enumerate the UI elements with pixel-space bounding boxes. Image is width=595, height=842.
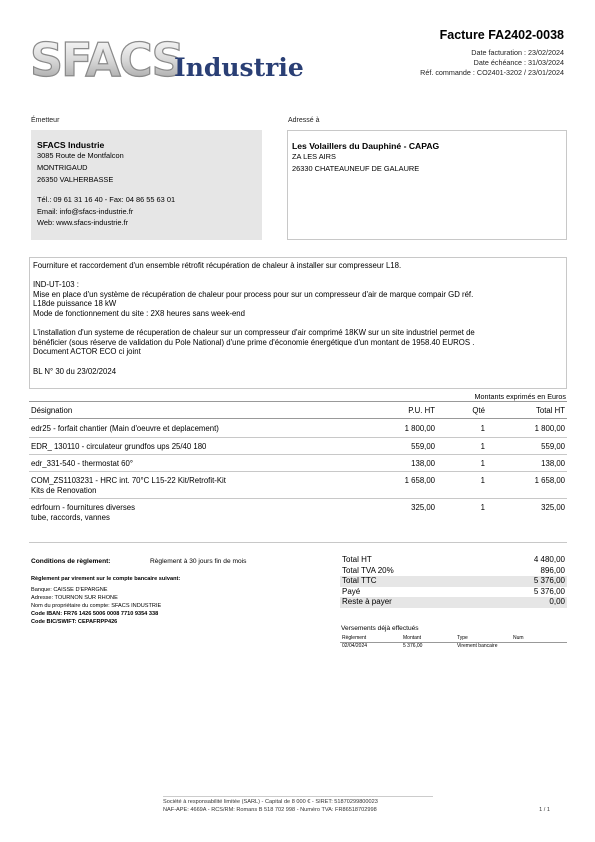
bank-address: Adresse: TOURNON SUR RHONE <box>31 595 118 601</box>
row-designation-line: tube, raccords, vannes <box>31 513 110 522</box>
row-designation-line: edrfourn - fournitures diverses <box>31 503 136 512</box>
row-designation-line: COM_ZS1103231 - HRC int. 70°C L15-22 Kit/Retrofit-Kit <box>31 476 226 485</box>
table-row <box>29 419 567 438</box>
issuer-phone: Tél.: 09 61 31 16 40 - Fax: 04 86 55 63 01 <box>37 195 176 204</box>
logo-sfacs-text: SFACS <box>30 33 183 87</box>
items-table <box>29 401 567 543</box>
bank-transfer-title: Règlement par virement sur le compte bancaire suivant: <box>31 576 181 582</box>
row-unit-price: 138,00 <box>411 459 435 468</box>
issuer-address-3: 26350 VALHERBASSE <box>37 175 114 184</box>
payments-table <box>340 635 567 650</box>
description-line: Mise en place d'un système de récupération de chaleur pour process pour sur un compresseur d'air de marque compair GD réf. <box>33 289 474 299</box>
row-total: 559,00 <box>541 442 565 451</box>
payment-terms-label: Conditions de règlement: <box>31 558 111 565</box>
total-value: 5 376,00 <box>533 576 565 585</box>
recipient-label: Adressé à <box>288 117 320 124</box>
description-line: Fourniture et raccordement d'un ensemble rétrofit récupération de chaleur à installer sur compresseur L18. <box>33 261 402 270</box>
row-unit-price: 325,00 <box>411 503 435 512</box>
row-total: 138,00 <box>541 459 565 468</box>
order-reference: Réf. commande : CO2401-3202 / 23/01/2024 <box>420 68 564 77</box>
payment-date: 02/04/2024 <box>342 643 368 649</box>
total-value: 5 376,00 <box>533 586 565 596</box>
row-quantity: 1 <box>480 442 485 451</box>
payments-header-reglement: Règlement <box>342 635 367 641</box>
payments-header-montant: Montant <box>403 635 422 641</box>
issuer-website[interactable]: Web: www.sfacs-industrie.fr <box>37 218 129 227</box>
header-quantity: Qté <box>472 406 485 415</box>
issuer-address-1: 3085 Route de Montfalcon <box>37 151 124 160</box>
delivery-note: BL N° 30 du 23/02/2024 <box>33 366 117 376</box>
row-quantity: 1 <box>480 503 485 512</box>
description-box <box>29 257 567 389</box>
logo-industrie-text: Industrie <box>174 53 304 82</box>
row-designation <box>29 499 359 542</box>
payments-header-row <box>340 635 567 643</box>
bic: Code BIC/SWIFT: CEPAFRPP426 <box>31 619 118 625</box>
total-label: Payé <box>342 586 361 596</box>
total-row <box>340 576 567 587</box>
row-total: 1 658,00 <box>534 476 565 485</box>
invoice-date: Date facturation : 23/02/2024 <box>471 48 564 57</box>
header-designation: Désignation <box>31 406 73 415</box>
row-quantity: 1 <box>480 476 485 485</box>
header-total: Total HT <box>535 406 565 415</box>
footer-divider <box>163 796 433 797</box>
iban: Code IBAN: FR76 1426 5006 0008 7710 9354 338 <box>31 611 159 617</box>
description-line: Document ACTOR ECO ci joint <box>33 347 141 357</box>
account-owner: Nom du propriétaire du compte: SFACS INDUSTRIE <box>31 603 162 609</box>
table-row <box>29 455 567 472</box>
payment-num <box>511 643 567 650</box>
row-designation: EDR_ 130110 - circulateur grundfos ups 25/40 180 <box>31 442 207 451</box>
footer-legal-line-1: Société à responsabilité limitée (SARL) - Capital de 8 000 € - SIRET: 51870299800023 <box>163 799 378 805</box>
recipient-address-2: 26330 CHATEAUNEUF DE GALAURE <box>292 164 420 173</box>
total-value: 0,00 <box>549 597 565 606</box>
total-value: 4 480,00 <box>533 555 565 564</box>
description-line: IND-UT-103 : <box>33 280 79 290</box>
recipient-address-1: ZA LES AIRS <box>292 152 336 161</box>
payments-title: Versements déjà effectués <box>341 625 419 632</box>
page-number: 1 / 1 <box>539 807 550 813</box>
header-unit-price: P.U. HT <box>408 406 435 415</box>
description-line: bénéficier (sous réserve de validation du Pole National) d'une prime d'économie énergétique d'un montant de 1958.40 EUROS . <box>33 337 475 347</box>
row-total: 1 800,00 <box>534 424 565 433</box>
payment-amount: 5 376,00 <box>403 643 423 649</box>
bank-name: Banque: CAISSE D'EPARGNE <box>31 587 108 593</box>
description-line: L'installation d'un systeme de récuperation de chaleur sur un compresseur d'air comprimé 18KW sur un site industriel permet de <box>33 328 475 338</box>
row-designation: edr_331-540 - thermostat 60° <box>31 459 133 468</box>
payment-type: Virement bancaire <box>457 643 498 649</box>
row-quantity: 1 <box>480 424 485 433</box>
total-value: 896,00 <box>540 565 565 575</box>
company-logo <box>30 30 304 87</box>
payment-terms-value: Règlement à 30 jours fin de mois <box>150 558 247 565</box>
recipient-name: Les Volaillers du Dauphiné - CAPAG <box>292 141 440 151</box>
total-label: Total TTC <box>342 576 377 585</box>
recipient-box <box>287 130 567 240</box>
total-row <box>340 597 567 608</box>
currency-note: Montants exprimés en Euros <box>474 392 566 401</box>
total-label: Total HT <box>342 555 372 564</box>
invoice-title: Facture FA2402-0038 <box>439 28 564 42</box>
row-unit-price: 559,00 <box>411 442 435 451</box>
footer-legal-line-2: NAF-APE: 4669A - RCS/RM: Romans B 518 702 998 - Numéro TVA: FR86518702998 <box>163 807 377 813</box>
description-line: L18de puissance 18 kW <box>33 299 117 309</box>
description-line: Mode de fonctionnement du site : 2X8 heures sans week-end <box>33 308 245 318</box>
issuer-name: SFACS Industrie <box>37 140 105 150</box>
issuer-box <box>31 130 262 240</box>
issuer-address-2: MONTRIGAUD <box>37 163 88 172</box>
payments-header-type: Type <box>457 635 468 641</box>
table-header-row <box>29 402 567 419</box>
due-date: Date échéance : 31/03/2024 <box>473 58 564 67</box>
row-designation: edr25 - forfait chantier (Main d'oeuvre et deplacement) <box>31 424 219 433</box>
issuer-label: Émetteur <box>31 117 60 124</box>
row-unit-price: 1 658,00 <box>404 476 435 485</box>
total-row <box>340 587 567 598</box>
payments-header-num: Num <box>513 635 524 641</box>
payment-row <box>340 643 567 650</box>
row-quantity: 1 <box>480 459 485 468</box>
total-row <box>340 555 567 566</box>
row-total: 325,00 <box>541 503 565 512</box>
total-label: Total TVA 20% <box>342 565 394 575</box>
table-row <box>29 499 567 543</box>
table-row <box>29 438 567 455</box>
issuer-email[interactable]: Email: info@sfacs-industrie.fr <box>37 207 134 216</box>
total-row <box>340 566 567 577</box>
row-unit-price: 1 800,00 <box>404 424 435 433</box>
row-designation-line: Kits de Renovation <box>31 486 97 495</box>
totals-block <box>340 555 567 608</box>
total-label: Reste à payer <box>342 597 392 606</box>
row-designation <box>29 472 359 498</box>
table-row <box>29 472 567 499</box>
